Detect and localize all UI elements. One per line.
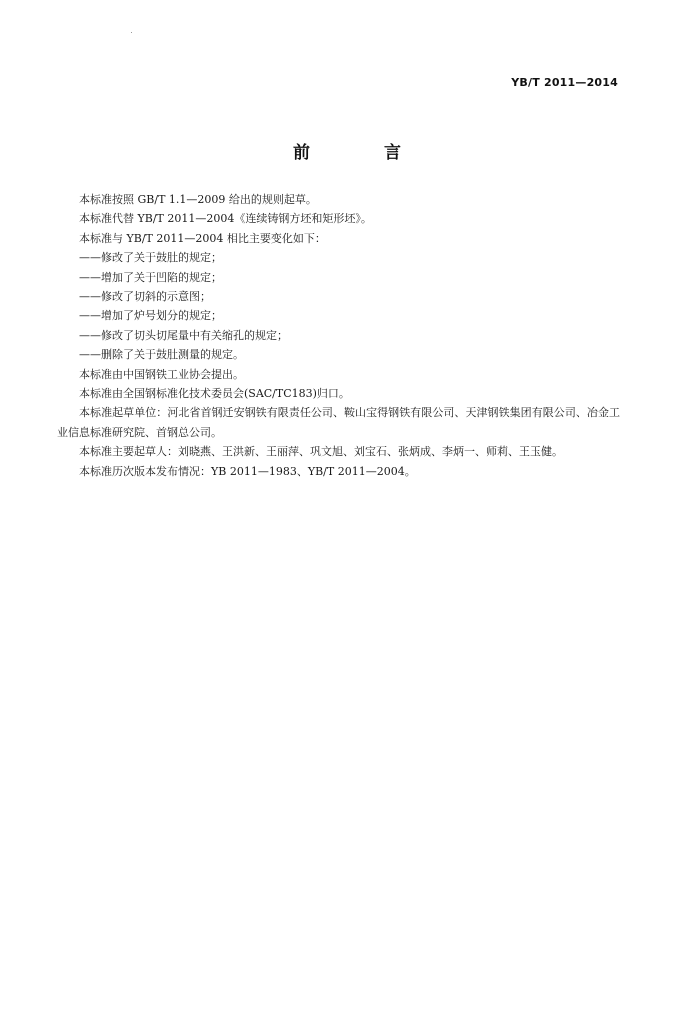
change-item: ——删除了关于鼓肚测量的规定。: [79, 348, 244, 362]
paragraph-drafting-rules: 本标准按照 GB/T 1.1—2009 给出的规则起草。: [79, 193, 317, 206]
paragraph-replaces: 本标准代替 YB/T 2011—2004《连续铸钢方坯和矩形坯》。: [79, 212, 372, 226]
paragraph-version-history: 本标准历次版本发布情况：YB 2011—1983、YB/T 2011—2004。: [79, 464, 416, 478]
paragraph-proposer: 本标准由中国钢铁工业协会提出。: [79, 367, 244, 381]
standard-code: YB/T 2011—2014: [511, 76, 618, 89]
change-item: ——增加了关于凹陷的规定；: [79, 270, 222, 284]
foreword-body: [57, 190, 620, 481]
change-item: ——修改了切斜的示意图；: [79, 290, 211, 304]
scan-speck: [131, 32, 132, 33]
change-item: ——增加了炉号划分的规定；: [79, 309, 222, 323]
paragraph-drafters: 本标准主要起草人：刘晓燕、王洪新、王丽萍、巩文旭、刘宝石、张炳成、李炳一、师莉、王玉健。: [79, 445, 563, 459]
paragraph-drafting-units: 本标准起草单位：河北省首钢迁安钢铁有限责任公司、鞍山宝得钢铁有限公司、天津钢铁集团有限公司、冶金工业信息标准研究院、首钢总公司。: [57, 406, 620, 439]
paragraph-committee: 本标准由全国钢标准化技术委员会(SAC/TC183)归口。: [79, 387, 350, 401]
page-title: 前 言: [293, 143, 435, 163]
paragraph-changes-intro: 本标准与 YB/T 2011—2004 相比主要变化如下：: [79, 231, 326, 245]
change-item: ——修改了关于鼓肚的规定；: [79, 251, 222, 265]
change-item: ——修改了切头切尾量中有关缩孔的规定；: [79, 328, 288, 342]
